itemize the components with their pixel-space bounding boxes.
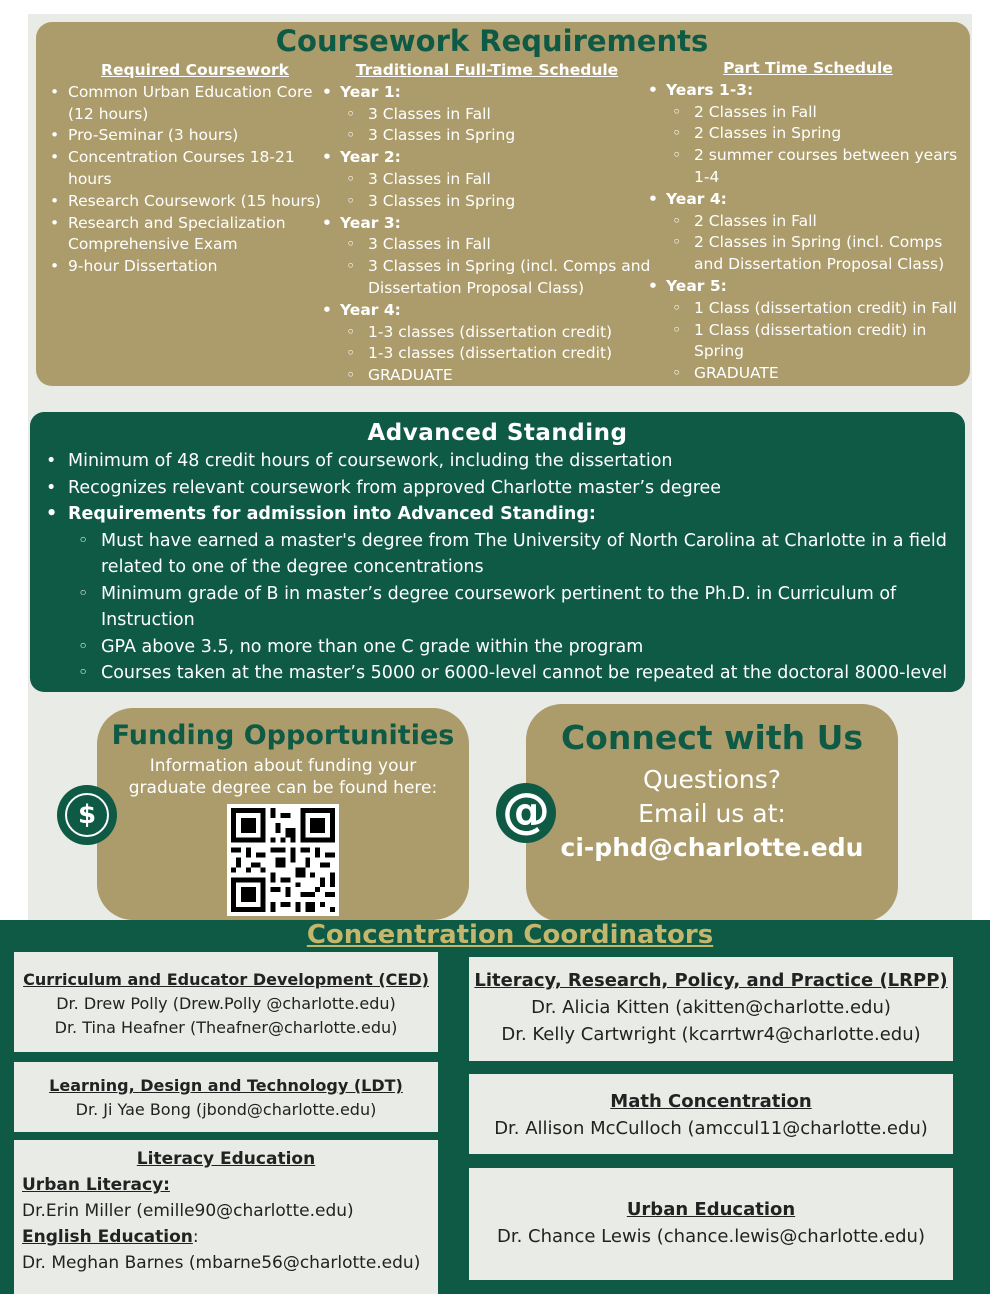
ldt-title: Learning, Design and Technology (LDT) bbox=[49, 1076, 403, 1095]
required-coursework-list bbox=[50, 82, 340, 278]
required-coursework-heading: Required Coursework bbox=[101, 61, 289, 79]
math-box bbox=[469, 1074, 953, 1154]
lrpp-box bbox=[469, 957, 953, 1061]
urban-literacy-block bbox=[14, 1172, 438, 1276]
connect-questions bbox=[526, 763, 898, 831]
list-item: ◦ 2 Classes in Fall bbox=[648, 211, 968, 233]
list-item: • Recognizes relevant coursework from approved Charlotte master’s degree bbox=[30, 475, 965, 502]
coordinators-panel bbox=[0, 920, 990, 1294]
literacy-education-box bbox=[14, 1140, 438, 1294]
part-time-list bbox=[648, 80, 968, 385]
list-item: ◦ 3 Classes in Spring (incl. Comps and Dissertation Proposal Class) bbox=[322, 256, 652, 300]
dollar-icon-symbol: $ bbox=[65, 793, 109, 837]
year-label: • Year 1: bbox=[322, 82, 652, 104]
dollar-icon bbox=[57, 785, 117, 845]
coordinator-contact: Dr. Tina Heafner (Theafner@charlotte.edu) bbox=[54, 1018, 398, 1037]
list-item: ◦ 2 Classes in Spring (incl. Comps and Dissertation Proposal Class) bbox=[648, 232, 968, 276]
ldt-box bbox=[14, 1062, 438, 1132]
requirement-item: ◦ Minimum grade of B in master’s degree coursework pertinent to the Ph.D. in Curriculum of Instruction bbox=[30, 581, 965, 634]
coordinator-contact: Dr. Chance Lewis (chance.lewis@charlotte.edu) bbox=[497, 1226, 925, 1247]
coordinator-contact: Dr. Allison McCulloch (amccul11@charlotte.edu) bbox=[494, 1118, 928, 1139]
list-item: ◦ 1-3 classes (dissertation credit) bbox=[322, 343, 652, 365]
list-item: ◦ 3 Classes in Fall bbox=[322, 234, 652, 256]
urban-education-title: Urban Education bbox=[626, 1199, 796, 1220]
qr-code-graphic bbox=[231, 808, 335, 912]
funding-title: Funding Opportunities bbox=[111, 720, 455, 751]
qr-code[interactable] bbox=[227, 804, 339, 916]
year-label: • Years 1-3: bbox=[648, 80, 968, 102]
coursework-panel bbox=[36, 22, 970, 386]
english-education-colon: : bbox=[192, 1227, 199, 1247]
coordinator-contact: Dr.Erin Miller (emille90@charlotte.edu) bbox=[22, 1201, 354, 1221]
coordinator-contact: Dr. Kelly Cartwright (kcarrtwr4@charlotte.edu) bbox=[501, 1024, 921, 1045]
list-item: ◦ 3 Classes in Spring bbox=[322, 191, 652, 213]
list-item: • Concentration Courses 18-21 hours bbox=[50, 147, 340, 191]
contact-email-link[interactable]: ci-phd@charlotte.edu bbox=[560, 833, 864, 862]
funding-panel bbox=[97, 708, 469, 920]
advanced-standing-panel bbox=[30, 412, 965, 692]
year-label: • Year 4: bbox=[322, 300, 652, 322]
requirement-item: ◦ GPA above 3.5, no more than one C grade within the program bbox=[30, 634, 965, 661]
year-label: • Year 5: bbox=[648, 276, 968, 298]
advanced-standing-list bbox=[30, 448, 965, 687]
part-time-column bbox=[648, 58, 968, 385]
full-time-column bbox=[322, 60, 652, 387]
urban-education-box bbox=[469, 1168, 953, 1280]
requirements-heading: • Requirements for admission into Advanced Standing: bbox=[30, 501, 965, 528]
list-item: ◦ 3 Classes in Spring bbox=[322, 125, 652, 147]
english-education-line bbox=[22, 1224, 438, 1250]
questions-line: Questions? bbox=[642, 765, 782, 794]
requirement-item: ◦ Courses taken at the master’s 5000 or 6000-level cannot be repeated at the doctoral 8000-level bbox=[30, 660, 965, 687]
coordinator-contact: Dr. Ji Yae Bong (jbond@charlotte.edu) bbox=[75, 1100, 377, 1119]
list-item: • Research and Specialization Comprehensive Exam bbox=[50, 213, 340, 257]
funding-text bbox=[97, 755, 469, 799]
ced-title: Curriculum and Educator Development (CED) bbox=[23, 970, 429, 989]
email-us-line: Email us at: bbox=[638, 799, 786, 828]
list-item: ◦ 1 Class (dissertation credit) in Spring bbox=[648, 320, 968, 364]
list-item: ◦ 2 Classes in Fall bbox=[648, 102, 968, 124]
list-item: • 9-hour Dissertation bbox=[50, 256, 340, 278]
advanced-standing-title: Advanced Standing bbox=[367, 420, 628, 446]
list-item: ◦ 3 Classes in Fall bbox=[322, 104, 652, 126]
list-item: ◦ 1-3 classes (dissertation credit) bbox=[322, 322, 652, 344]
year-label: • Year 3: bbox=[322, 213, 652, 235]
english-education-label: English Education bbox=[22, 1227, 193, 1247]
list-item: • Research Coursework (15 hours) bbox=[50, 191, 340, 213]
list-item: ◦ GRADUATE bbox=[322, 365, 652, 387]
funding-text-line: Information about funding your bbox=[149, 756, 417, 776]
list-item: • Pro-Seminar (3 hours) bbox=[50, 125, 340, 147]
connect-title: Connect with Us bbox=[560, 718, 864, 757]
year-label: • Year 4: bbox=[648, 189, 968, 211]
literacy-education-title: Literacy Education bbox=[136, 1149, 316, 1169]
math-title: Math Concentration bbox=[610, 1091, 812, 1112]
coordinator-contact: Dr. Alicia Kitten (akitten@charlotte.edu) bbox=[531, 997, 891, 1018]
list-item: • Common Urban Education Core (12 hours) bbox=[50, 82, 340, 126]
part-time-heading: Part Time Schedule bbox=[723, 59, 893, 77]
required-coursework-column bbox=[50, 60, 340, 278]
at-icon: @ bbox=[496, 783, 556, 843]
list-item: ◦ 2 summer courses between years 1-4 bbox=[648, 145, 968, 189]
list-item: ◦ 1 Class (dissertation credit) in Fall bbox=[648, 298, 968, 320]
list-item: ◦ 2 Classes in Spring bbox=[648, 123, 968, 145]
full-time-list bbox=[322, 82, 652, 387]
urban-literacy-label: Urban Literacy: bbox=[22, 1175, 170, 1195]
coursework-title: Coursework Requirements bbox=[275, 24, 709, 58]
lrpp-title: Literacy, Research, Policy, and Practice (LRPP) bbox=[474, 970, 948, 991]
connect-panel bbox=[526, 704, 898, 922]
year-label: • Year 2: bbox=[322, 147, 652, 169]
list-item: • Minimum of 48 credit hours of coursework, including the dissertation bbox=[30, 448, 965, 475]
coordinators-title: Concentration Coordinators bbox=[306, 920, 714, 950]
funding-text-line: graduate degree can be found here: bbox=[128, 778, 438, 798]
list-item: ◦ 3 Classes in Fall bbox=[322, 169, 652, 191]
coordinator-contact: Dr. Meghan Barnes (mbarne56@charlotte.edu) bbox=[22, 1253, 421, 1273]
ced-box bbox=[14, 952, 438, 1052]
full-time-heading: Traditional Full-Time Schedule bbox=[355, 61, 619, 79]
requirement-item: ◦ Must have earned a master's degree from The University of North Carolina at Charlotte in a field related to one of the degree concentrations bbox=[30, 528, 965, 581]
list-item: ◦ GRADUATE bbox=[648, 363, 968, 385]
coordinator-contact: Dr. Drew Polly (Drew.Polly @charlotte.edu) bbox=[56, 994, 396, 1013]
